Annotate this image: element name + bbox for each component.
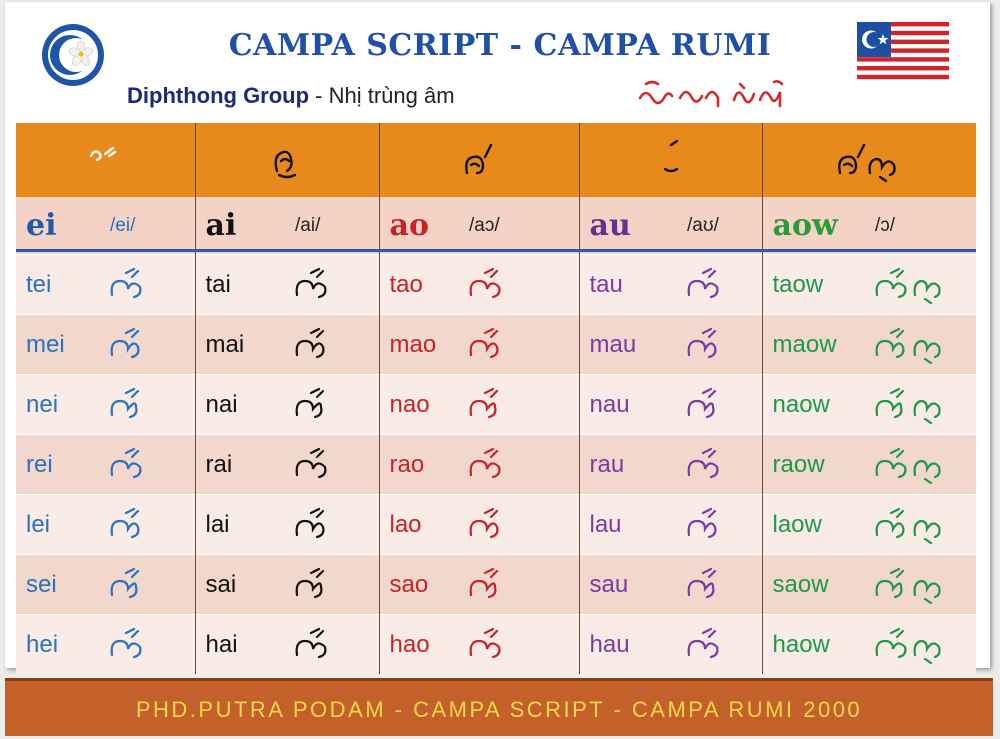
cham-script-glyph-icon xyxy=(106,565,154,605)
cham-script-glyph-icon xyxy=(459,137,499,183)
syllable-latin: tei xyxy=(16,255,100,315)
cham-script-glyph-icon xyxy=(291,565,339,605)
syllable-latin: sau xyxy=(579,555,677,615)
cham-script-glyph-icon xyxy=(465,625,513,665)
cham-header-ei xyxy=(16,123,195,197)
syllable-latin: taow xyxy=(762,255,865,315)
syllable-latin: naow xyxy=(762,375,865,435)
cham-script-glyph-icon xyxy=(651,137,691,183)
cham-script-glyph-icon xyxy=(683,625,731,665)
syllable-cham xyxy=(677,615,762,675)
syllable-cham xyxy=(677,315,762,375)
cham-script-glyph-icon xyxy=(834,137,904,183)
syllable-latin: lai xyxy=(195,495,285,555)
cham-script-glyph-icon xyxy=(291,325,339,365)
syllable-latin: nei xyxy=(16,375,100,435)
diphthong-table xyxy=(16,123,976,674)
cham-script-glyph-icon xyxy=(465,385,513,425)
malaysia-flag-icon xyxy=(857,22,949,84)
syllable-latin: sei xyxy=(16,555,100,615)
group-ei-ipa: /ei/ xyxy=(100,197,195,255)
syllable-cham xyxy=(865,315,976,375)
cham-script-glyph-icon xyxy=(465,445,513,485)
syllable-latin: tao xyxy=(379,255,459,315)
syllable-cham xyxy=(459,315,579,375)
cham-header-ai xyxy=(195,123,379,197)
cham-header-row xyxy=(16,123,976,197)
syllable-latin: lei xyxy=(16,495,100,555)
syllable-cham xyxy=(285,375,379,435)
syllable-cham xyxy=(459,435,579,495)
table-row xyxy=(16,495,976,555)
cham-script-glyph-icon xyxy=(683,445,731,485)
cham-script-glyph-icon xyxy=(267,137,307,183)
syllable-latin: mau xyxy=(579,315,677,375)
syllable-latin: mei xyxy=(16,315,100,375)
table-row xyxy=(16,615,976,675)
syllable-latin: rei xyxy=(16,435,100,495)
cham-script-glyph-icon xyxy=(106,325,154,365)
cham-script-glyph-icon xyxy=(871,445,951,485)
syllable-cham xyxy=(100,315,195,375)
table-row xyxy=(16,555,976,615)
syllable-latin: mai xyxy=(195,315,285,375)
subtitle-vietnamese: - Nhị trùng âm xyxy=(309,83,455,108)
table-row xyxy=(16,375,976,435)
latin-header-row xyxy=(16,197,976,255)
group-aow-ipa: /ɔ/ xyxy=(865,197,976,255)
syllable-latin: rao xyxy=(379,435,459,495)
syllable-cham xyxy=(100,375,195,435)
syllable-cham xyxy=(459,615,579,675)
syllable-cham xyxy=(677,255,762,315)
syllable-cham xyxy=(677,555,762,615)
cham-script-glyph-icon xyxy=(871,385,951,425)
group-ai-ipa: /ai/ xyxy=(285,197,379,255)
cham-script-glyph-icon xyxy=(106,505,154,545)
syllable-latin: hai xyxy=(195,615,285,675)
syllable-cham xyxy=(677,495,762,555)
group-ei-latin: ei xyxy=(16,197,100,255)
cham-script-title-icon xyxy=(636,76,806,112)
cham-script-glyph-icon xyxy=(465,265,513,305)
syllable-latin: lau xyxy=(579,495,677,555)
syllable-latin: hei xyxy=(16,615,100,675)
cham-script-glyph-icon xyxy=(871,625,951,665)
cham-script-glyph-icon xyxy=(106,625,154,665)
syllable-cham xyxy=(100,495,195,555)
cham-script-glyph-icon xyxy=(291,265,339,305)
syllable-latin: laow xyxy=(762,495,865,555)
cham-script-glyph-icon xyxy=(871,505,951,545)
syllable-latin: raow xyxy=(762,435,865,495)
syllable-cham xyxy=(459,555,579,615)
subtitle xyxy=(127,83,455,109)
syllable-latin: maow xyxy=(762,315,865,375)
syllable-cham xyxy=(459,255,579,315)
syllable-cham xyxy=(100,255,195,315)
syllable-cham xyxy=(865,435,976,495)
cham-script-glyph-icon xyxy=(683,385,731,425)
cham-script-glyph-icon xyxy=(683,325,731,365)
cham-script-glyph-icon xyxy=(465,325,513,365)
syllable-cham xyxy=(285,435,379,495)
group-ao-ipa: /aɔ/ xyxy=(459,197,579,255)
syllable-latin: hao xyxy=(379,615,459,675)
footer-banner: PHD.PUTRA PODAM - CAMPA SCRIPT - CAMPA RUMI 2000 xyxy=(5,678,993,736)
syllable-latin: saow xyxy=(762,555,865,615)
syllable-latin: rai xyxy=(195,435,285,495)
table-row xyxy=(16,435,976,495)
subtitle-group: Diphthong Group xyxy=(127,83,310,108)
syllable-latin: nao xyxy=(379,375,459,435)
cham-script-glyph-icon xyxy=(291,445,339,485)
cham-script-glyph-icon xyxy=(871,565,951,605)
table-row xyxy=(16,315,976,375)
cham-script-glyph-icon xyxy=(683,565,731,605)
cham-script-glyph-icon xyxy=(106,385,154,425)
cham-header-au xyxy=(579,123,762,197)
syllable-cham xyxy=(100,615,195,675)
cham-script-glyph-icon xyxy=(683,505,731,545)
syllable-cham xyxy=(285,315,379,375)
syllable-latin: nai xyxy=(195,375,285,435)
cham-script-glyph-icon xyxy=(291,385,339,425)
group-ao-latin: ao xyxy=(379,197,459,255)
cham-script-glyph-icon xyxy=(291,505,339,545)
cham-script-glyph-icon xyxy=(85,140,125,180)
syllable-cham xyxy=(865,555,976,615)
cham-script-glyph-icon xyxy=(465,565,513,605)
syllable-cham xyxy=(285,255,379,315)
syllable-latin: rau xyxy=(579,435,677,495)
syllable-latin: haow xyxy=(762,615,865,675)
syllable-latin: mao xyxy=(379,315,459,375)
syllable-cham xyxy=(285,555,379,615)
syllable-cham xyxy=(865,375,976,435)
syllable-cham xyxy=(459,495,579,555)
table-row xyxy=(16,255,976,315)
syllable-cham xyxy=(677,435,762,495)
cham-script-glyph-icon xyxy=(871,265,951,305)
syllable-latin: tau xyxy=(579,255,677,315)
group-aow-latin: aow xyxy=(762,197,865,255)
syllable-cham xyxy=(100,555,195,615)
syllable-latin: lao xyxy=(379,495,459,555)
syllable-cham xyxy=(865,255,976,315)
cham-script-glyph-icon xyxy=(465,505,513,545)
syllable-cham xyxy=(100,435,195,495)
group-au-ipa: /aʊ/ xyxy=(677,197,762,255)
syllable-latin: nau xyxy=(579,375,677,435)
cham-script-glyph-icon xyxy=(106,265,154,305)
syllable-cham xyxy=(865,615,976,675)
syllable-cham xyxy=(677,375,762,435)
cham-script-glyph-icon xyxy=(291,625,339,665)
syllable-latin: sao xyxy=(379,555,459,615)
cham-header-ao xyxy=(379,123,579,197)
syllable-latin: hau xyxy=(579,615,677,675)
cham-script-glyph-icon xyxy=(683,265,731,305)
syllable-latin: sai xyxy=(195,555,285,615)
syllable-cham xyxy=(285,495,379,555)
syllable-cham xyxy=(865,495,976,555)
syllable-cham xyxy=(459,375,579,435)
page-title: CAMPA SCRIPT - CAMPA RUMI xyxy=(228,28,772,63)
cham-header-aow xyxy=(762,123,976,197)
group-ai-latin: ai xyxy=(195,197,285,255)
header-divider xyxy=(16,249,976,252)
cham-script-glyph-icon xyxy=(106,445,154,485)
group-au-latin: au xyxy=(579,197,677,255)
syllable-latin: tai xyxy=(195,255,285,315)
syllable-cham xyxy=(285,615,379,675)
cham-script-glyph-icon xyxy=(871,325,951,365)
table-body xyxy=(16,255,976,675)
